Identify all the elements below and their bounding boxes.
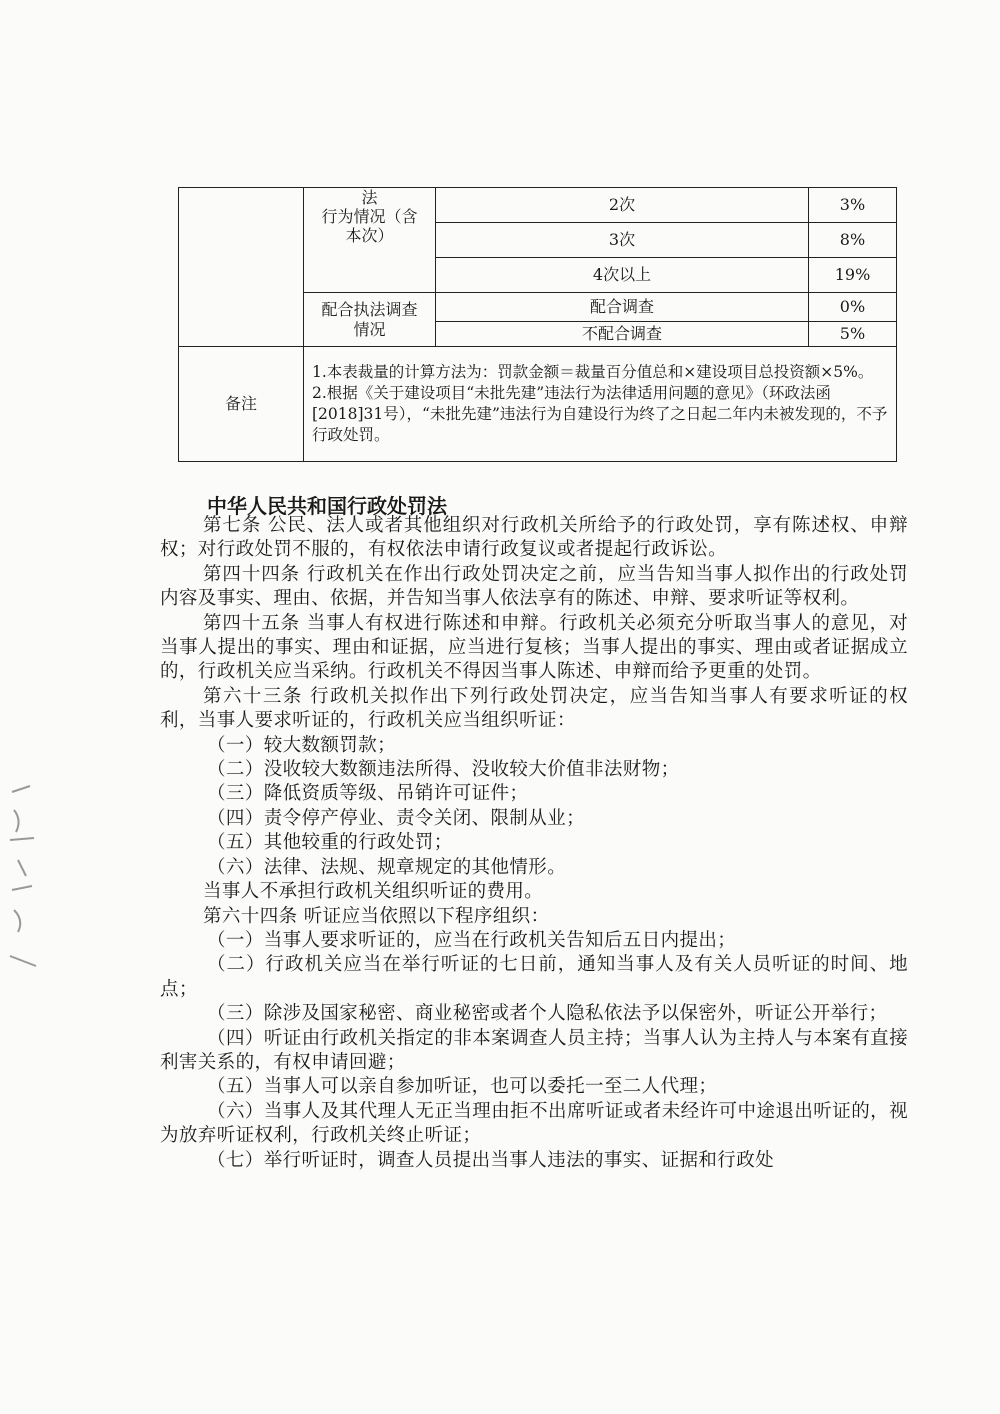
list-item: （三）降低资质等级、吊销许可证件；	[207, 783, 529, 805]
remark-line: 1.本表裁量的计算方法为：罚款金额＝裁量百分值总和×建设项目总投资额×5%。	[312, 363, 874, 381]
article-44: 第四十四条 行政机关在作出行政处罚决定之前，应当告知当事人拟作出的行政处罚内容及事实、理由、依据，并告知当事人依法享有的陈述、申辩、要求听证等权利。	[160, 563, 908, 610]
article-63: 第六十三条 行政机关拟作出下列行政处罚决定，应当告知当事人有要求听证的权利，当事人要求听证的，行政机关应当组织听证：	[160, 685, 908, 732]
article-63-tail: 当事人不承担行政机关组织听证的费用。	[203, 881, 544, 903]
article-7: 第七条 公民、法人或者其他组织对行政机关所给予的行政处罚，享有陈述权、申辩权；对行政处罚不服的，有权依法申请行政复议或者提起行政诉讼。	[160, 515, 908, 561]
percent-cell: 5%	[809, 322, 897, 347]
remark-label: 备注	[179, 347, 304, 462]
margin-scan-marks	[4, 780, 40, 980]
condition-cell: 配合调查	[436, 293, 809, 322]
remark-content	[304, 347, 897, 462]
factor-cell-repeat: 法 行为情况（含 本次）	[304, 188, 436, 293]
list-item: （五）其他较重的行政处罚；	[207, 832, 453, 854]
list-item: （六）当事人及其代理人无正当理由拒不出席听证或者未经许可中途退出听证的，视为放弃听证权利，行政机关终止听证；	[160, 1100, 908, 1147]
list-item: （三）除涉及国家秘密、商业秘密或者个人隐私依法予以保密外，听证公开举行；	[207, 1003, 888, 1025]
list-item: （七）举行听证时，调查人员提出当事人违法的事实、证据和行政处	[207, 1149, 775, 1171]
condition-cell: 3次	[436, 223, 809, 258]
list-item: （四）听证由行政机关指定的非本案调查人员主持；当事人认为主持人与本案有直接利害关系的，有权申请回避；	[160, 1027, 908, 1073]
percent-cell: 3%	[809, 188, 897, 223]
percent-cell: 19%	[809, 258, 897, 293]
percent-cell: 8%	[809, 223, 897, 258]
condition-cell: 4次以上	[436, 258, 809, 293]
article-45: 第四十五条 当事人有权进行陈述和申辩。行政机关必须充分听取当事人的意见，对当事人提出的事实、理由和证据，应当进行复核；当事人提出的事实、理由或者证据成立的，行政机关应当采纳。行政机关不得因当事人陈述、申辩而给予更重的处罚。	[160, 612, 908, 683]
list-item: （四）责令停产停业、责令关闭、限制从业；	[207, 807, 586, 829]
list-item: （二）行政机关应当在举行听证的七日前，通知当事人及有关人员听证的时间、地点；	[160, 954, 908, 1000]
list-item: （五）当事人可以亲自参加听证，也可以委托一至二人代理；	[207, 1076, 718, 1098]
law-title: 中华人民共和国行政处罚法	[207, 494, 447, 518]
condition-cell: 2次	[436, 188, 809, 223]
percent-cell: 0%	[809, 293, 897, 322]
article-64: 第六十四条 听证应当依照以下程序组织：	[203, 905, 550, 927]
list-item: （一）当事人要求听证的，应当在行政机关告知后五日内提出；	[207, 929, 737, 951]
list-item: （二）没收较大数额违法所得、没收较大价值非法财物；	[207, 759, 680, 781]
penalty-table	[178, 187, 897, 462]
condition-cell: 不配合调查	[436, 322, 809, 347]
list-item: （一）较大数额罚款；	[207, 734, 397, 756]
factor-cell-cooperation: 配合执法调查 情况	[304, 293, 436, 347]
law-body	[160, 514, 908, 1173]
remark-line: 2.根据《关于建设项目“未批先建”违法行为法律适用问题的意见》（环政法函[2018]31号），“未批先建”违法行为自建设行为终了之日起二年内未被发现的，不予行政处罚。	[312, 384, 888, 444]
table-blank-cell	[179, 188, 304, 347]
list-item: （六）法律、法规、规章规定的其他情形。	[207, 856, 567, 878]
